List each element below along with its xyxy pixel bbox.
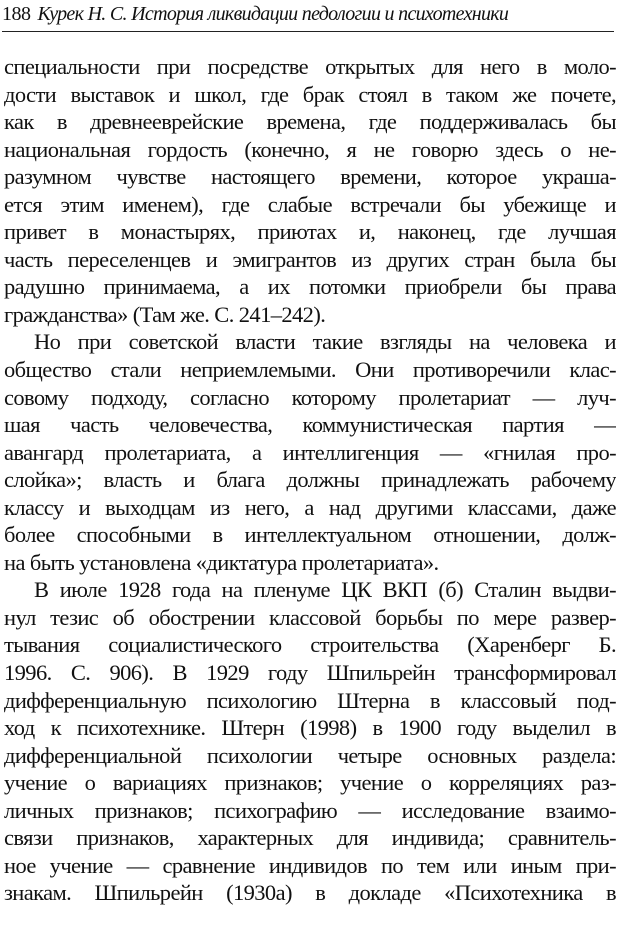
text-line: часть переселенцев и эмигрантов из других стран была бы [4,246,616,272]
text-line: ное учение — сравнение индивидов по тем или иным при- [4,852,616,878]
text-line: гражданства» (Там же. С. 241–242). [4,301,326,327]
page-number: 188 [2,3,31,25]
text-line: дости выставок и школ, где брак стоял в таком же почете, [4,81,616,107]
text-line: на быть установлена «диктатура пролетариата». [4,549,439,575]
text-line: связи признаков, характерных для индивида; сравнитель- [4,825,616,851]
text-line: слойка»; власть и блага должны принадлежать рабочему [4,467,616,493]
text-line: специальности при посредстве открытых для него в моло- [4,54,616,79]
text-line: тывания социалистического строительства (Харенберг Б. [4,632,616,658]
text-line: ход к психотехнике. Штерн (1998) в 1900 году выделил в [4,715,616,741]
text-line: радушно принимаема, а их потомки приобрели бы права [4,274,616,300]
text-line: национальная гордость (конечно, я не говорю здесь о не- [4,136,616,162]
header-rule [2,31,614,32]
running-head [2,0,614,30]
text-line: ется этим именем), где слабые встречали бы убежище и [4,191,616,217]
text-line: 1996. С. 906). В 1929 году Шпильрейн трансформировал [4,660,616,686]
text-line: как в древнееврейские времена, где поддерживалась бы [4,109,616,135]
text-line: шая часть человечества, коммунистическая партия — [4,412,616,438]
text-line: дифференциальной психологии четыре основных раздела: [4,742,616,768]
running-title: Курек Н. С. История ликвидации педологии и психотехники [37,3,509,25]
text-line: общество стали неприемлемыми. Они противоречили клас- [4,357,616,383]
text-line: разумном чувстве настоящего времени, которое украша- [4,164,616,190]
text-line: личных признаков; психографию — исследование взаимо- [4,797,616,823]
paragraph-first-line: Но при советской власти такие взгляды на человека и [34,329,616,355]
text-line: классу и выходцам из него, а над другими классами, даже [4,494,616,520]
body-text [4,53,616,907]
text-line: авангард пролетариата, а интеллигенция — «гнилая про- [4,439,616,465]
text-line: нул тезис об обострении классовой борьбы по мере развер- [4,604,616,630]
text-line: дифференциальную психологию Штерна в классовый под- [4,687,616,713]
paragraph-first-line: В июле 1928 года на пленуме ЦК ВКП (б) Сталин выдви- [34,577,616,603]
text-line: более способными в интеллектуальном отношении, долж- [4,522,616,548]
text-line: знакам. Шпильрейн (1930а) в докладе «Психотехника в [4,880,616,906]
text-line: совому подходу, согласно которому пролетариат — луч- [4,384,616,410]
text-line: учение о вариациях признаков; учение о корреляциях раз- [4,770,616,796]
text-line: привет в монастырях, приютах и, наконец, где лучшая [4,219,616,245]
